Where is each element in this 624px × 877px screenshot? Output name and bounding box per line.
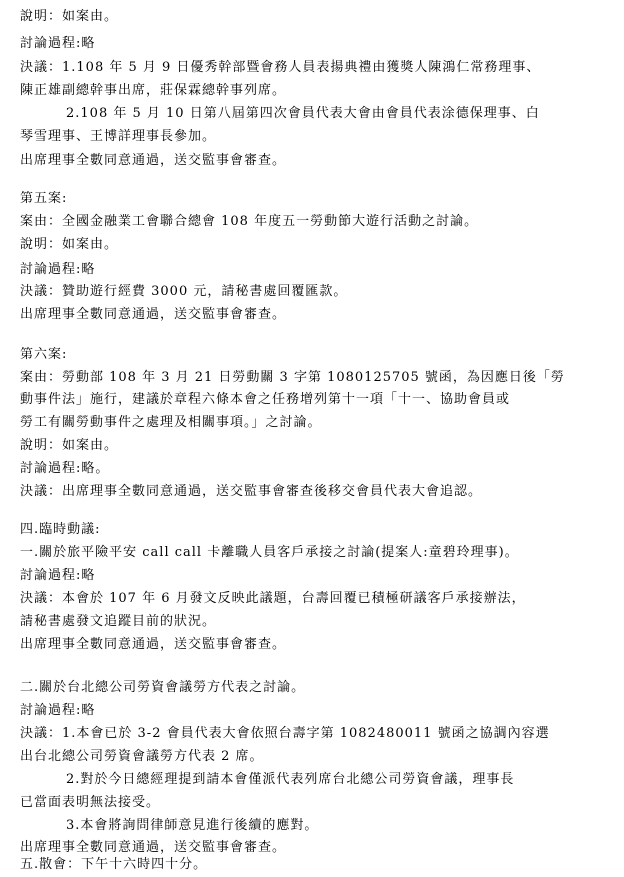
text-line: 討論過程:略 [20, 568, 96, 583]
text-line: 出席理事全數同意通過，送交監事會審查。 [20, 153, 287, 168]
text-line: 動事件法」施行，建議於章程六條本會之任務增列第十一項「十一、協助會員或 [20, 392, 511, 407]
text-line: 勞工有關勞動事件之處理及相關事項。」之討論。 [20, 415, 322, 430]
text-line: 案由：勞動部 108 年 3 月 21 日勞動關 3 字第 1080125705 號函，為因應日後「勞 [20, 370, 565, 385]
text-line: 案由：全國金融業工會聯合總會 108 年度五一勞動節大遊行活動之討論。 [20, 214, 479, 229]
text-line: 已當面表明無法接受。 [20, 795, 161, 810]
section-heading: 四.臨時動議: [20, 522, 101, 537]
text-line: 決議：本會於 107 年 6 月發文反映此議題，台壽回覆已積極研議客戶承接辦法， [20, 591, 526, 606]
text-line: 決議：1.本會已於 3-2 會員代表大會依照台壽字第 1082480011 號函之協調內容選 [20, 726, 550, 741]
section-heading: 二.關於台北總公司勞資會議勞方代表之討論。 [20, 680, 306, 695]
text-line: 決議：贊助遊行經費 3000 元，請秘書處回覆匯款。 [20, 284, 348, 299]
text-line: 決議：出席理事全數同意通過，送交監事會審查後移交會員代表大會追認。 [20, 484, 483, 499]
text-line: 2.對於今日總經理提到請本會僅派代表列席台北總公司勞資會議，理事長 [66, 772, 515, 787]
text-line: 討論過程:略 [20, 36, 96, 51]
text-line: 琴雪理事、王博詳理事長參加。 [20, 129, 217, 144]
text-line: 決議：1.108 年 5 月 9 日優秀幹部暨會務人員表揚典禮由獲獎人陳鴻仁常務理事、 [20, 60, 541, 75]
text-line: 討論過程:略。 [20, 461, 110, 476]
text-line: 出席理事全數同意通過，送交監事會審查。 [20, 840, 287, 855]
text-line: 五.散會：下午十六時四十分。 [20, 857, 208, 872]
text-line: 出席理事全數同意通過，送交監事會審查。 [20, 307, 287, 322]
text-line: 陳正雄副總幹事出席，莊保霖總幹事列席。 [20, 83, 287, 98]
text-line: 說明：如案由。 [20, 9, 119, 24]
text-line: 說明：如案由。 [20, 237, 119, 252]
text-line: 一.關於旅平險平安 call call 卡離職人員客戶承接之討論(提案人:童碧玲理事)。 [20, 545, 519, 560]
text-line: 2.108 年 5 月 10 日第八屆第四次會員代表大會由會員代表涂德保理事、白 [66, 106, 540, 121]
text-line: 請秘書處發文追蹤目前的狀況。 [20, 614, 217, 629]
text-line: 討論過程:略 [20, 262, 96, 277]
text-line: 出席理事全數同意通過，送交監事會審查。 [20, 637, 287, 652]
text-line: 出台北總公司勞資會議勞方代表 2 席。 [20, 749, 264, 764]
text-line: 討論過程:略 [20, 703, 96, 718]
text-line: 3.本會將詢問律師意見進行後續的應對。 [66, 818, 319, 833]
text-line: 說明：如案由。 [20, 438, 119, 453]
section-heading: 第五案: [20, 191, 68, 206]
section-heading: 第六案: [20, 347, 68, 362]
